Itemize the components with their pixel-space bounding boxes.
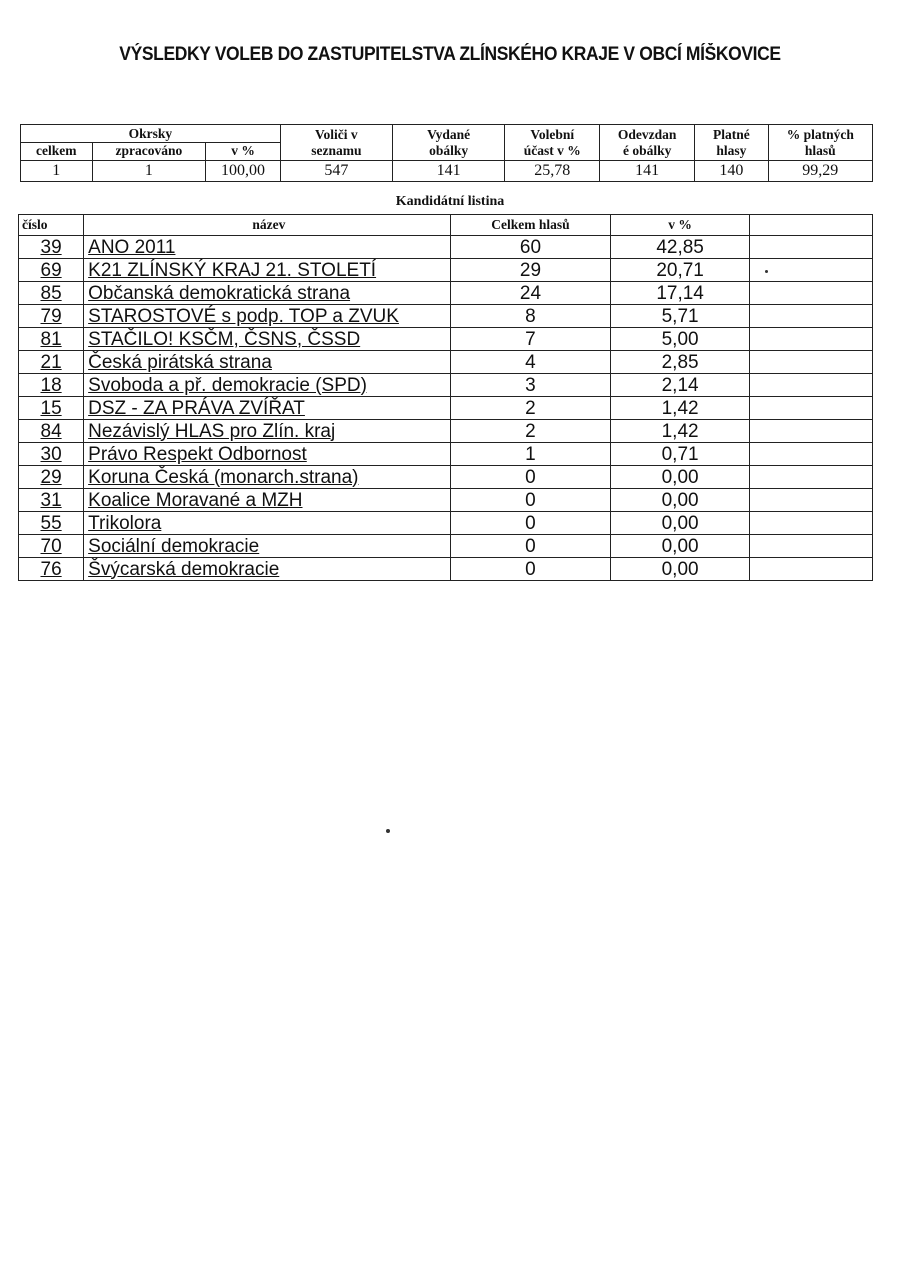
table-row xyxy=(19,535,873,558)
party-number: 79 xyxy=(19,305,84,328)
party-votes: 2 xyxy=(450,420,611,443)
empty-cell xyxy=(749,351,872,374)
odevzdane-header: Odevzdan xyxy=(600,125,695,143)
empty-cell xyxy=(749,466,872,489)
results-table xyxy=(18,214,873,581)
page-title: VÝSLEDKY VOLEB DO ZASTUPITELSTVA ZLÍNSKÉHO KRAJE V OBCÍ MÍŠKOVICE xyxy=(119,44,781,65)
table-row xyxy=(19,489,873,512)
odevzdane-value: 141 xyxy=(600,161,695,182)
platne-header-2: hlasy xyxy=(695,143,768,161)
party-name-cell xyxy=(84,489,450,512)
nazev-header: název xyxy=(84,215,450,236)
pct-header: v % xyxy=(611,215,749,236)
party-name-cell xyxy=(84,420,450,443)
table-row xyxy=(19,259,873,282)
party-name-cell xyxy=(84,558,450,581)
party-name-cell xyxy=(84,466,450,489)
summary-table xyxy=(20,124,873,182)
cislo-header: číslo xyxy=(19,215,84,236)
party-number: 18 xyxy=(19,374,84,397)
party-name: STAROSTOVÉ s podp. TOP a ZVUK xyxy=(88,305,399,327)
zpracovano-value: 1 xyxy=(92,161,206,182)
party-percent: 0,00 xyxy=(611,466,749,489)
ucast-header-2: účast v % xyxy=(505,143,600,161)
party-name: Sociální demokracie xyxy=(88,535,260,557)
party-number: 39 xyxy=(19,236,84,259)
table-row xyxy=(19,443,873,466)
party-percent: 0,71 xyxy=(611,443,749,466)
zpracovano-header: zpracováno xyxy=(92,143,206,161)
party-number: 30 xyxy=(19,443,84,466)
party-name: Nezávislý HLAS pro Zlín. kraj xyxy=(88,420,336,442)
party-number: 85 xyxy=(19,282,84,305)
party-name-cell xyxy=(84,236,450,259)
party-percent: 1,42 xyxy=(611,397,749,420)
party-percent: 42,85 xyxy=(611,236,749,259)
party-votes: 0 xyxy=(450,558,611,581)
party-votes: 29 xyxy=(450,259,611,282)
party-votes: 2 xyxy=(450,397,611,420)
vydane-header-2: obálky xyxy=(392,143,505,161)
celkem-hlasu-header: Celkem hlasů xyxy=(450,215,611,236)
party-name-cell xyxy=(84,259,450,282)
party-name-cell xyxy=(84,374,450,397)
empty-cell xyxy=(749,305,872,328)
table-row xyxy=(19,328,873,351)
empty-cell xyxy=(749,512,872,535)
party-number: 76 xyxy=(19,558,84,581)
party-votes: 60 xyxy=(450,236,611,259)
party-name: Koruna Česká (monarch.strana) xyxy=(88,466,359,488)
party-name: Svoboda a př. demokracie (SPD) xyxy=(88,374,367,396)
party-name: STAČILO! KSČM, ČSNS, ČSSD xyxy=(88,328,361,350)
party-name: Česká pirátská strana xyxy=(88,351,272,373)
vydane-header: Vydané xyxy=(392,125,505,143)
result-rows xyxy=(19,236,873,581)
party-votes: 4 xyxy=(450,351,611,374)
summary-header-row-1 xyxy=(21,125,873,143)
party-percent: 17,14 xyxy=(611,282,749,305)
empty-cell xyxy=(749,535,872,558)
pct-platnych-header-2: hlasů xyxy=(768,143,872,161)
empty-cell xyxy=(749,282,872,305)
ucast-header: Volební xyxy=(505,125,600,143)
party-votes: 3 xyxy=(450,374,611,397)
party-votes: 0 xyxy=(450,466,611,489)
empty-cell xyxy=(749,374,872,397)
party-number: 84 xyxy=(19,420,84,443)
ucast-value: 25,78 xyxy=(505,161,600,182)
empty-cell xyxy=(749,558,872,581)
party-votes: 0 xyxy=(450,489,611,512)
party-name-cell xyxy=(84,512,450,535)
table-row xyxy=(19,558,873,581)
celkem-header: celkem xyxy=(21,143,93,161)
party-number: 21 xyxy=(19,351,84,374)
empty-cell xyxy=(749,420,872,443)
party-percent: 5,00 xyxy=(611,328,749,351)
table-row xyxy=(19,420,873,443)
volici-header-2: seznamu xyxy=(280,143,392,161)
party-name: Švýcarská demokracie xyxy=(88,558,280,580)
party-name-cell xyxy=(84,351,450,374)
platne-value: 140 xyxy=(695,161,768,182)
empty-cell xyxy=(749,443,872,466)
party-percent: 2,14 xyxy=(611,374,749,397)
party-percent: 0,00 xyxy=(611,558,749,581)
party-percent: 0,00 xyxy=(611,535,749,558)
party-votes: 1 xyxy=(450,443,611,466)
empty-cell xyxy=(749,328,872,351)
party-name-cell xyxy=(84,397,450,420)
party-number: 15 xyxy=(19,397,84,420)
party-percent: 2,85 xyxy=(611,351,749,374)
table-row xyxy=(19,512,873,535)
table-row xyxy=(19,236,873,259)
party-percent: 20,71 xyxy=(611,259,749,282)
party-name: Občanská demokratická strana xyxy=(88,282,351,304)
party-number: 70 xyxy=(19,535,84,558)
table-row xyxy=(19,305,873,328)
party-number: 31 xyxy=(19,489,84,512)
scan-speck xyxy=(386,829,390,833)
results-header-row xyxy=(19,215,873,236)
summary-values-row xyxy=(21,161,873,182)
pct-platnych-header: % platných xyxy=(768,125,872,143)
party-number: 81 xyxy=(19,328,84,351)
party-name: Právo Respekt Odbornost xyxy=(88,443,307,465)
party-percent: 0,00 xyxy=(611,489,749,512)
empty-header xyxy=(749,215,872,236)
empty-cell xyxy=(749,489,872,512)
party-name-cell xyxy=(84,305,450,328)
pct-platnych-value: 99,29 xyxy=(768,161,872,182)
odevzdane-header-2: é obálky xyxy=(600,143,695,161)
table-row xyxy=(19,466,873,489)
party-number: 69 xyxy=(19,259,84,282)
party-percent: 0,00 xyxy=(611,512,749,535)
party-votes: 8 xyxy=(450,305,611,328)
party-name: DSZ - ZA PRÁVA ZVÍŘAT xyxy=(88,397,305,419)
table-row xyxy=(19,351,873,374)
empty-cell xyxy=(749,236,872,259)
table-row xyxy=(19,282,873,305)
volici-header: Voliči v xyxy=(280,125,392,143)
table-row xyxy=(19,374,873,397)
party-percent: 1,42 xyxy=(611,420,749,443)
platne-header: Platné xyxy=(695,125,768,143)
empty-cell xyxy=(749,397,872,420)
party-name-cell xyxy=(84,443,450,466)
party-votes: 7 xyxy=(450,328,611,351)
table-row xyxy=(19,397,873,420)
party-name: Koalice Moravané a MZH xyxy=(88,489,303,511)
party-percent: 5,71 xyxy=(611,305,749,328)
party-name-cell xyxy=(84,282,450,305)
party-votes: 0 xyxy=(450,535,611,558)
v-pct-value: 100,00 xyxy=(206,161,281,182)
scan-speck xyxy=(765,270,768,273)
v-pct-header: v % xyxy=(206,143,281,161)
party-number: 55 xyxy=(19,512,84,535)
okrsky-header: Okrsky xyxy=(21,125,281,143)
party-name-cell xyxy=(84,535,450,558)
party-name: Trikolora xyxy=(88,512,162,534)
volici-value: 547 xyxy=(280,161,392,182)
party-votes: 24 xyxy=(450,282,611,305)
summary-header-row-2 xyxy=(21,143,873,161)
party-name: ANO 2011 xyxy=(88,236,176,258)
party-votes: 0 xyxy=(450,512,611,535)
celkem-value: 1 xyxy=(21,161,93,182)
party-number: 29 xyxy=(19,466,84,489)
vydane-value: 141 xyxy=(392,161,505,182)
party-name: K21 ZLÍNSKÝ KRAJ 21. STOLETÍ xyxy=(88,259,377,281)
party-name-cell xyxy=(84,328,450,351)
kandidatni-listina-caption: Kandidátní listina xyxy=(395,194,505,209)
